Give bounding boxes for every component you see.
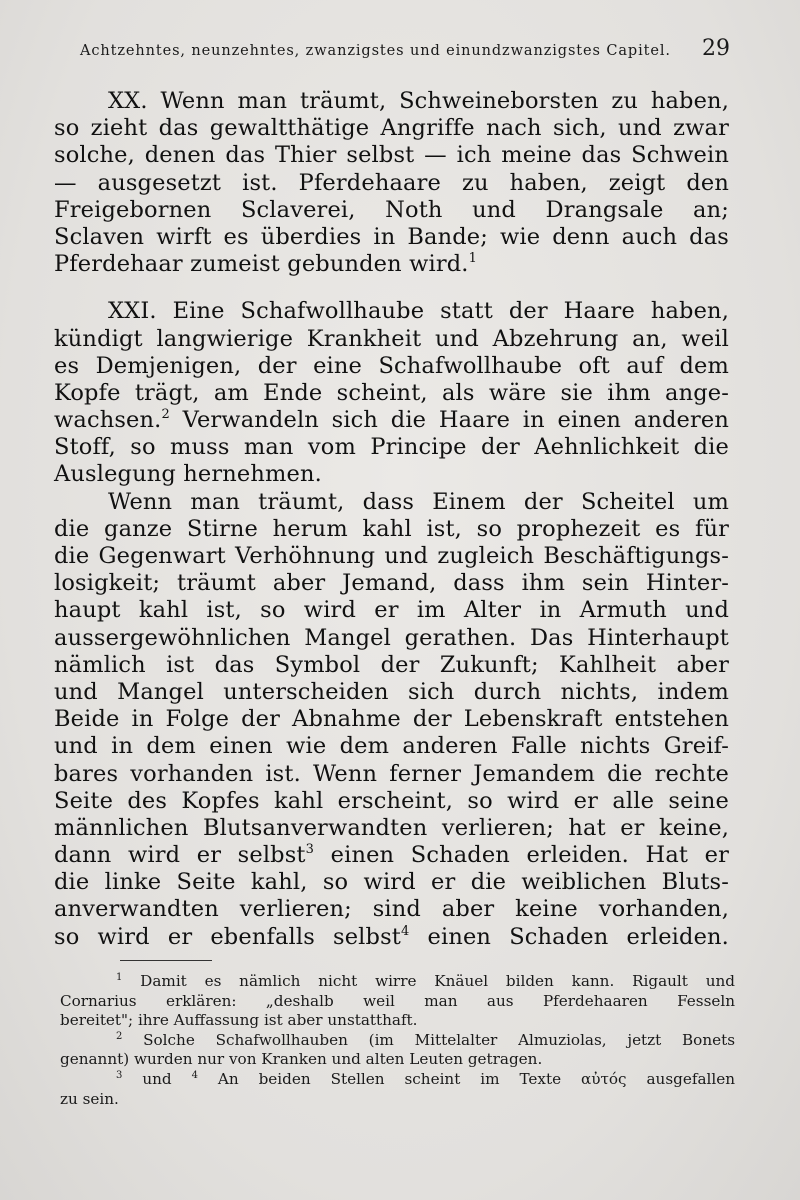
line-text: Beide in Folge der Abnahme der Lebenskraft entstehen: [54, 706, 729, 733]
line-text: solche, denen das Thier selbst — ich meine das Schwein: [54, 142, 729, 169]
text-line: [54, 489, 729, 516]
footnote-line: [60, 972, 735, 992]
line-text: es Demjenigen, der eine Schafwollhaube oft auf dem: [54, 352, 729, 379]
line-text: und in dem einen wie dem anderen Falle nichts Greif-: [54, 733, 729, 760]
line-text: Kopfe trägt, am Ende scheint, als wäre sie ihm ange-: [54, 379, 729, 406]
footnote-number: 3: [116, 1069, 123, 1081]
line-text: die linke Seite kahl, so wird er die weiblichen Bluts-: [54, 869, 729, 896]
line-text-cont: Verwandeln sich die Haare in einen anderen: [169, 407, 729, 434]
footnote-text: zu sein.: [60, 1089, 119, 1108]
text-line: [54, 570, 729, 597]
line-text: losigkeit; träumt aber Jemand, dass ihm sein Hinter-: [54, 570, 729, 597]
footnote-text: bereitet"; ihre Auffassung ist aber unstatthaft.: [60, 1011, 418, 1030]
footnote-number: 4: [191, 1069, 198, 1081]
footnote-number: 1: [116, 972, 123, 983]
text-line: [54, 251, 729, 278]
text-line: [54, 224, 729, 251]
text-line: [54, 788, 729, 815]
line-text: Pferdehaar zumeist gebunden wird.: [54, 251, 469, 278]
text-line: [54, 543, 729, 570]
text-line: [54, 924, 729, 951]
line-text: — ausgesetzt ist. Pferdehaare zu haben, zeigt den: [54, 169, 729, 196]
line-text: männlichen Blutsanverwandten verlieren; hat er keine,: [54, 814, 729, 841]
line-text-cont: einen Schaden erleiden. Hat er: [314, 842, 730, 869]
line-text: XXI. Eine Schafwollhaube statt der Haare haben,: [108, 298, 729, 325]
text-line: [54, 353, 729, 380]
line-text: Stoff, so muss man vom Principe der Aehnlichkeit die: [54, 434, 729, 461]
text-line: [54, 434, 729, 461]
line-text: die Gegenwart Verhöhnung und zugleich Beschäftigungs-: [54, 543, 729, 569]
footnote-marker: 1: [468, 251, 478, 267]
line-text: anverwandten verlieren; sind aber keine vorhanden,: [54, 896, 729, 923]
text-line: [54, 170, 729, 197]
line-text-cont: einen Schaden erleiden.: [409, 923, 729, 950]
line-text: so wird er ebenfalls selbst: [54, 923, 401, 950]
line-text: aussergewöhnlichen Mangel gerathen. Das Hinterhaupt: [54, 624, 729, 651]
line-text: Freigebornen Sclaverei, Noth und Drangsale an;: [54, 196, 729, 223]
line-text: haupt kahl ist, so wird er im Alter in Armuth und: [54, 597, 729, 624]
text-line: [54, 815, 729, 842]
line-text: wachsen.: [54, 407, 162, 434]
footnote-rule: [120, 960, 212, 961]
text-line: [54, 142, 729, 169]
text-line: [54, 896, 729, 923]
footnote-text: Damit es nämlich nicht wirre Knäuel bilden kann. Rigault und: [122, 972, 735, 990]
line-text: und Mangel unterscheiden sich durch nichts, indem: [54, 678, 729, 705]
footnote-number: 2: [116, 1030, 123, 1042]
page-header: [80, 36, 730, 64]
text-line: [54, 88, 729, 115]
line-text: dann wird er selbst: [54, 842, 306, 869]
body-text: [54, 88, 729, 951]
footnote-line: [60, 1031, 735, 1051]
footnote-line: [60, 1090, 735, 1110]
line-text: Auslegung hernehmen.: [54, 461, 322, 488]
footnote-line: [60, 1070, 735, 1090]
line-text: bares vorhanden ist. Wenn ferner Jemandem die rechte: [54, 760, 729, 787]
text-line: [54, 597, 729, 624]
text-line: [54, 380, 729, 407]
footnote-marker: 2: [161, 407, 170, 423]
line-text: Sclaven wirft es überdies in Bande; wie denn auch das: [54, 223, 729, 250]
line-text: kündigt langwierige Krankheit und Abzehrung an, weil: [54, 325, 729, 352]
text-line: [54, 115, 729, 142]
running-head: Achtzehntes, neunzehntes, zwanzigstes und einundzwanzigstes Capitel.: [80, 43, 671, 59]
footnote-text: und: [122, 1069, 192, 1088]
footnotes: [60, 972, 735, 1109]
footnote-line: [60, 992, 735, 1012]
text-line: [54, 326, 729, 353]
line-text: die ganze Stirne herum kahl ist, so prophezeit es für: [54, 515, 729, 542]
footnote-marker: 4: [400, 923, 410, 939]
text-line: [54, 733, 729, 760]
footnote-text-cont: An beiden Stellen scheint im Texte αὐτός ausgefallen: [197, 1069, 735, 1088]
text-line: [54, 679, 729, 706]
line-text: Wenn man träumt, dass Einem der Scheitel um: [108, 488, 729, 515]
text-line: [54, 625, 729, 652]
line-text: nämlich ist das Symbol der Zukunft; Kahlheit aber: [54, 651, 729, 678]
text-line: [54, 298, 729, 325]
line-text: so zieht das gewaltthätige Angriffe nach sich, und zwar: [54, 115, 729, 142]
footnote-text: genannt) wurden nur von Kranken und alten Leuten getragen.: [60, 1050, 543, 1069]
footnote-marker: 3: [305, 842, 315, 858]
text-line: [54, 407, 729, 434]
text-line: [54, 869, 729, 896]
text-line: [54, 761, 729, 788]
text-line: [54, 516, 729, 543]
text-line: [54, 461, 729, 488]
footnote-text: Cornarius erklären: „deshalb weil man aus Pferdehaaren Fesseln: [60, 991, 735, 1010]
page-number: 29: [702, 36, 730, 61]
text-line: [54, 842, 729, 869]
line-text: XX. Wenn man träumt, Schweineborsten zu haben,: [108, 88, 729, 114]
text-line: [54, 197, 729, 224]
footnote-line: [60, 1050, 735, 1070]
footnote-line: [60, 1011, 735, 1031]
text-line: [54, 706, 729, 733]
section-gap: [54, 278, 729, 298]
line-text: Seite des Kopfes kahl erscheint, so wird er alle seine: [54, 787, 729, 814]
text-line: [54, 652, 729, 679]
footnote-text: Solche Schafwollhauben (im Mittelalter Almuziolas, jetzt Bonets: [122, 1030, 735, 1049]
